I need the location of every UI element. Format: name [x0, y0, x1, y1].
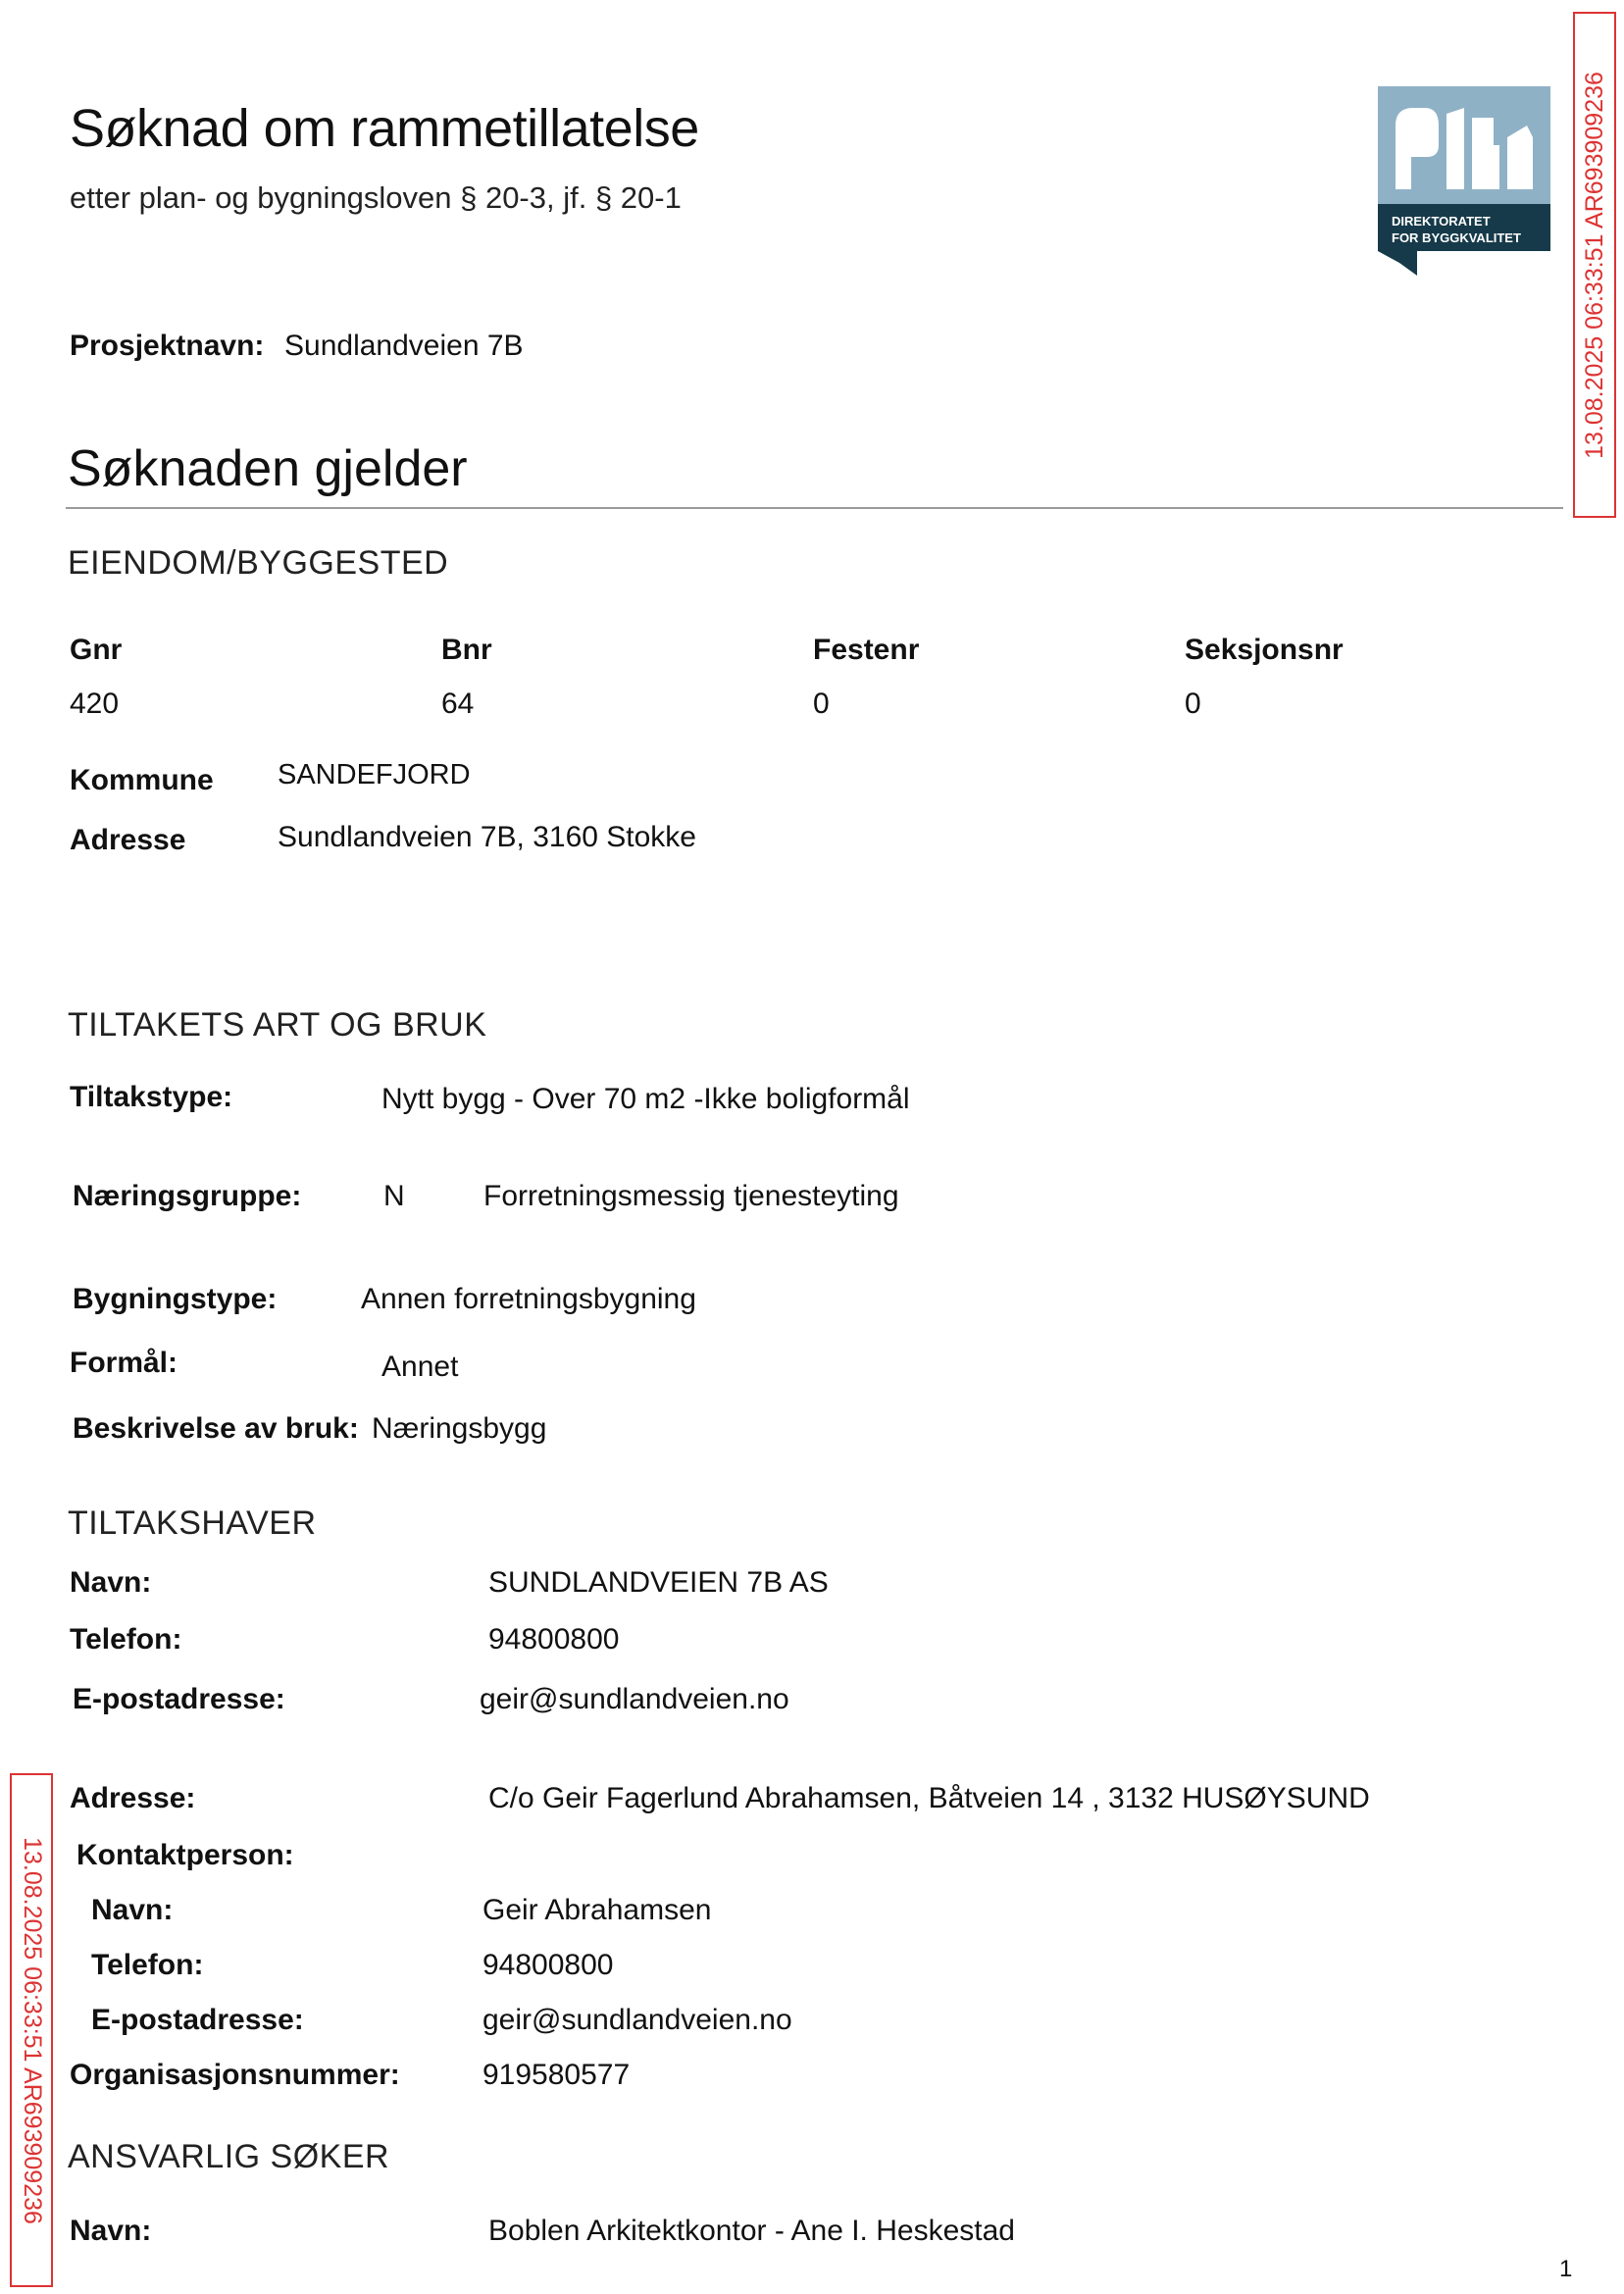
orgnr-value: 919580577 — [482, 2059, 631, 2091]
bygningstype-label: Bygningstype: — [73, 1283, 278, 1315]
gnr-label: Gnr — [70, 634, 123, 666]
beskrivelse-value: Næringsbygg — [372, 1412, 547, 1445]
naeringsgruppe-code: N — [383, 1180, 405, 1212]
section-title-soker: ANSVARLIG SØKER — [68, 2138, 390, 2175]
page-number: 1 — [1559, 2256, 1573, 2282]
stamp-text: 13.08.2025 06:33:51 AR693909236 — [1580, 71, 1608, 459]
section-title-property: EIENDOM/BYGGESTED — [68, 544, 449, 582]
kontaktperson-label: Kontaktperson: — [76, 1839, 294, 1871]
document-title: Søknad om rammetillatelse — [70, 99, 699, 158]
dibk-logo — [1378, 86, 1550, 276]
tiltakshaver-epost-value: geir@sundlandveien.no — [480, 1683, 789, 1715]
seksjonsnr-value: 0 — [1185, 688, 1201, 720]
kommune-value: SANDEFJORD — [278, 759, 471, 790]
tiltakstype-label: Tiltakstype: — [70, 1081, 233, 1113]
section-title-tiltakshaver: TILTAKSHAVER — [68, 1504, 317, 1542]
formaal-label: Formål: — [70, 1347, 178, 1379]
tiltakshaver-navn-label: Navn: — [70, 1566, 152, 1599]
kommune-label: Kommune — [70, 764, 214, 796]
naeringsgruppe-label: Næringsgruppe: — [73, 1180, 302, 1212]
document-subtitle: etter plan- og bygningsloven § 20-3, jf. § 20-1 — [70, 180, 682, 215]
soker-navn-value: Boblen Arkitektkontor - Ane I. Heskestad — [488, 2215, 1015, 2247]
kontakt-telefon-label: Telefon: — [91, 1949, 204, 1981]
gnr-value: 420 — [70, 688, 120, 720]
tiltakshaver-epost-label: E-postadresse: — [73, 1683, 285, 1715]
timestamp-stamp-top — [1573, 12, 1616, 518]
adresse-label: Adresse — [70, 824, 186, 856]
bnr-label: Bnr — [441, 634, 492, 666]
festenr-value: 0 — [813, 688, 830, 720]
tiltakshaver-navn-value: SUNDLANDVEIEN 7B AS — [488, 1566, 829, 1599]
logo-text-line1: DIREKTORATET — [1392, 214, 1491, 229]
naeringsgruppe-value: Forretningsmessig tjenesteyting — [483, 1180, 899, 1212]
kontakt-navn-label: Navn: — [91, 1894, 174, 1926]
tiltakshaver-adresse-value: C/o Geir Fagerlund Abrahamsen, Båtveien 14 , 3132 HUSØYSUND — [488, 1782, 1370, 1814]
tiltakstype-value: Nytt bygg - Over 70 m2 -Ikke boligformål — [381, 1083, 910, 1115]
tiltakshaver-adresse-label: Adresse: — [70, 1782, 196, 1814]
festenr-label: Festenr — [813, 634, 920, 666]
bygningstype-value: Annen forretningsbygning — [361, 1283, 696, 1315]
section-title-tiltak: TILTAKETS ART OG BRUK — [68, 1006, 487, 1044]
stamp-text: 13.08.2025 06:33:51 AR693909236 — [18, 1836, 46, 2224]
beskrivelse-label: Beskrivelse av bruk: — [73, 1412, 359, 1445]
kontakt-epost-label: E-postadresse: — [91, 2004, 304, 2036]
orgnr-label: Organisasjonsnummer: — [70, 2059, 400, 2091]
heading-divider — [66, 507, 1563, 509]
formaal-value: Annet — [381, 1351, 459, 1383]
kontakt-epost-value: geir@sundlandveien.no — [482, 2004, 792, 2036]
bnr-value: 64 — [441, 688, 475, 720]
kontakt-telefon-value: 94800800 — [482, 1949, 614, 1981]
tiltakshaver-telefon-value: 94800800 — [488, 1623, 620, 1656]
timestamp-stamp-left — [10, 1773, 53, 2287]
section-main-heading: Søknaden gjelder — [68, 440, 468, 497]
adresse-value: Sundlandveien 7B, 3160 Stokke — [278, 821, 696, 853]
seksjonsnr-label: Seksjonsnr — [1185, 634, 1344, 666]
tiltakshaver-telefon-label: Telefon: — [70, 1623, 182, 1656]
kontakt-navn-value: Geir Abrahamsen — [482, 1894, 712, 1926]
project-name-label: Prosjektnavn: — [70, 330, 265, 362]
logo-text-line2: FOR BYGGKVALITET — [1392, 230, 1521, 245]
dibk-logo-graphic — [1378, 86, 1550, 276]
project-name-value: Sundlandveien 7B — [284, 330, 524, 362]
soker-navn-label: Navn: — [70, 2215, 152, 2247]
